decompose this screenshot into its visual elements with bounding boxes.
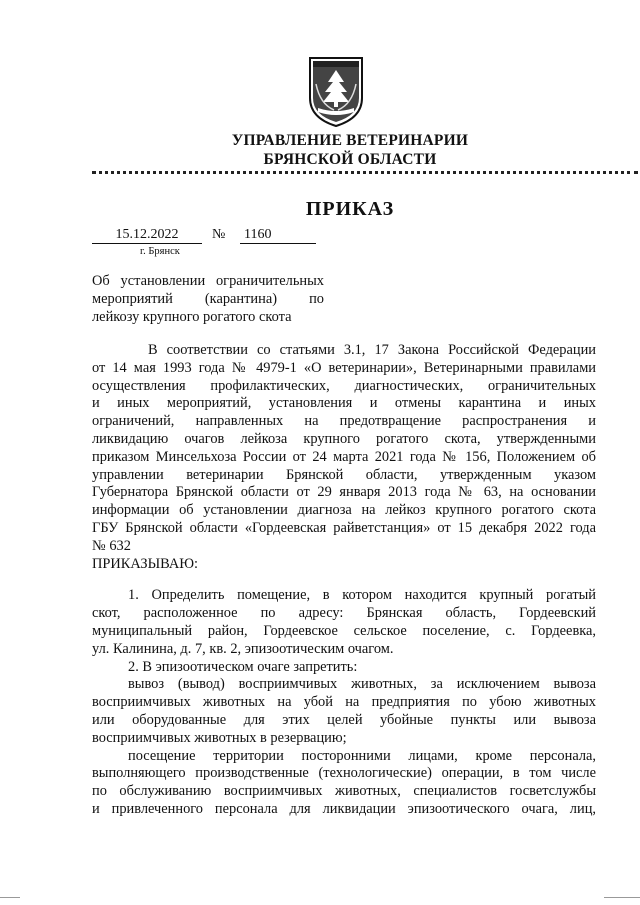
item-line: или оборудованные для этих целей убойные пункты или вывоза bbox=[92, 711, 596, 728]
preamble-line: от 14 мая 1993 года № 4979-1 «О ветеринарии», Ветеринарными правилами bbox=[92, 359, 596, 376]
scan-edge-mark bbox=[0, 897, 20, 898]
organization-name-line1: УПРАВЛЕНИЕ ВЕТЕРИНАРИИ bbox=[231, 132, 469, 149]
item-line: скот, расположенное по адресу: Брянская область, Гордеевский bbox=[92, 605, 596, 622]
item-line: посещение территории посторонними лицами, кроме персонала, bbox=[128, 747, 596, 764]
preamble-line: приказом Минсельхоза России от 24 марта 2021 года № 156, Положением об bbox=[92, 448, 596, 465]
order-word: ПРИКАЗЫВАЮ: bbox=[92, 555, 199, 572]
item-line: восприимчивых животных в резервацию; bbox=[92, 729, 347, 746]
item-line: 1. Определить помещение, в котором находится крупный рогатый bbox=[128, 587, 596, 604]
order-item-2-heading: 2. В эпизоотическом очаге запретить: bbox=[128, 658, 358, 675]
item-line: выполняющего производственные (технологические) операции, в том числе bbox=[92, 765, 596, 782]
coat-of-arms-icon bbox=[304, 54, 368, 128]
preamble-line: № 632 bbox=[92, 537, 131, 554]
item-line: по обслуживанию восприимчивых животных, специалистов госветслужбы bbox=[92, 783, 596, 800]
item-line: и привлеченного персонала для ликвидации эпизоотического очага, лиц, bbox=[92, 800, 596, 817]
item-line: восприимчивых животных на убой на предприятия по убою животных bbox=[92, 694, 596, 711]
document-number: 1160 bbox=[240, 227, 316, 244]
subject-line: мероприятий (карантина) по bbox=[92, 291, 324, 307]
preamble-line: осуществления профилактических, диагностических, ограничительных bbox=[92, 377, 596, 394]
preamble-line: управлении ветеринарии Брянской области, утвержденным указом bbox=[92, 466, 596, 483]
order-item-1 bbox=[92, 587, 596, 658]
item-line: ул. Калинина, д. 7, кв. 2, эпизоотическим очагом. bbox=[92, 640, 394, 657]
preamble-line: Губернатора Брянской области от 29 января 2013 года № 63, на основании bbox=[92, 484, 596, 501]
document-city: г. Брянск bbox=[140, 246, 180, 257]
preamble-line: ликвидацию очагов лейкоза крупного рогатого скота, утвержденными bbox=[92, 430, 596, 447]
subject-line: лейкозу крупного рогатого скота bbox=[92, 309, 292, 325]
preamble-line: ограничений, направленных на предотвращение распространения и bbox=[92, 413, 596, 430]
number-sign: № bbox=[212, 227, 226, 242]
order-item-2-paragraph-2 bbox=[92, 748, 596, 819]
preamble bbox=[92, 342, 596, 556]
order-item-2-paragraph-1 bbox=[92, 676, 596, 747]
document-body bbox=[92, 342, 596, 819]
organization-name-line2: БРЯНСКОЙ ОБЛАСТИ bbox=[263, 151, 437, 168]
document-type-title: ПРИКАЗ bbox=[305, 198, 395, 220]
preamble-line: информации об установлении диагноза на лейкоз крупного рогатого скота bbox=[92, 502, 596, 519]
scan-edge-mark bbox=[604, 897, 640, 898]
preamble-line: ГБУ Брянской области «Гордеевская райветстанция» от 15 декабря 2022 года bbox=[92, 519, 596, 536]
preamble-line: и иных мероприятий, установления и отмены карантина и иных bbox=[92, 395, 596, 412]
header-divider bbox=[92, 171, 638, 174]
document-subject bbox=[92, 272, 324, 326]
item-line: вывоз (вывод) восприимчивых животных, за исключением вывоза bbox=[128, 676, 596, 693]
document-date: 15.12.2022 bbox=[92, 227, 202, 244]
item-line: муниципальный район, Гордеевское сельское поселение, с. Гордеевка, bbox=[92, 622, 596, 639]
subject-line: Об установлении ограничительных bbox=[92, 273, 324, 289]
preamble-line: В соответствии со статьями 3.1, 17 Закона Российской Федерации bbox=[148, 342, 596, 358]
